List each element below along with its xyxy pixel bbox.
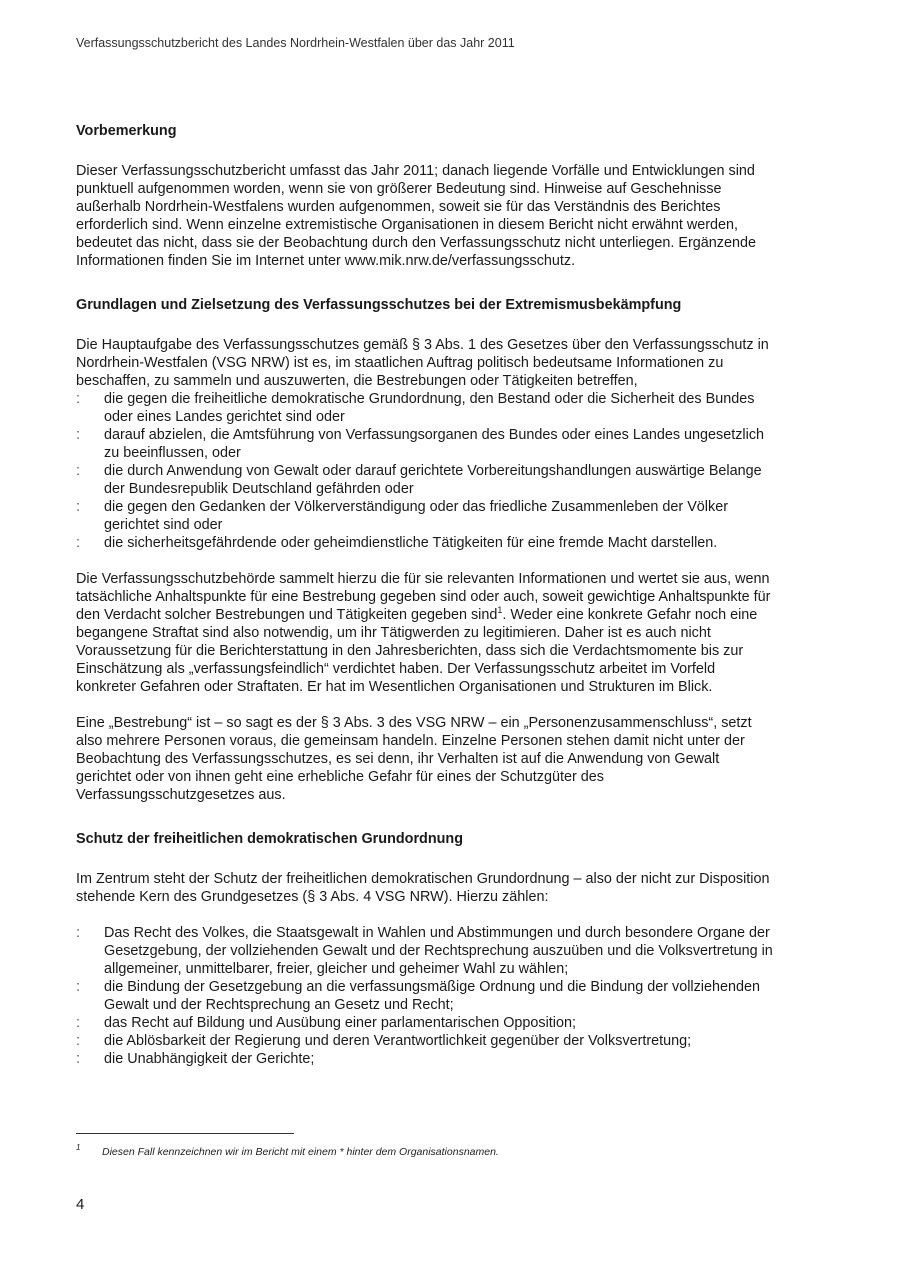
list-item-text: die sicherheitsgefährdende oder geheimdienstliche Tätigkeiten für eine fremde Macht darstellen. <box>104 535 718 551</box>
footnote-number: 1 <box>76 1143 81 1152</box>
list-item-text: die gegen den Gedanken der Völkerverständigung oder das friedliche Zusammenleben der Völker gerichtet sind oder <box>104 499 728 533</box>
bullet-marker: : <box>76 427 80 443</box>
list-item-text: die Ablösbarkeit der Regierung und deren Verantwortlichkeit gegenüber der Volksvertretung; <box>104 1033 692 1049</box>
paragraph-text: Die Verfassungsschutzbehörde sammelt hierzu die für sie relevanten Informationen und wertet sie aus, wenn tatsächliche Anhaltspunkte für eine Bestrebung gegeben sind oder auch, soweit gewichtige Anhaltspunkte für den Verdacht solcher Bestrebungen und Tätigkeiten gegeben sind <box>76 571 771 623</box>
paragraph-vorbemerkung: Dieser Verfassungsschutzbericht umfasst das Jahr 2011; danach liegende Vorfälle und Entwicklungen sind punktuell aufgenommen worden, wenn sie von größerer Bedeutung sind. Hinweise auf Geschehnisse außerhalb Nordrhein-Westfalens wurden aufgenommen, soweit sie für das Verständnis des Berichtes erforderlich sind. Wenn einzelne extremistische Organisationen in diesem Bericht nicht erwähnt werden, bedeutet das nicht, dass sie der Beobachtung durch den Verfassungsschutz nicht unterliegen. Ergänzende Informationen finden Sie im Internet unter www.mik.nrw.de/verfassungsschutz. <box>76 163 757 269</box>
bullet-marker: : <box>76 535 80 551</box>
section-heading-vorbemerkung: Vorbemerkung <box>76 123 177 139</box>
list-item <box>76 426 776 462</box>
list-item-text: das Recht auf Bildung und Ausübung einer parlamentarischen Opposition; <box>104 1015 577 1031</box>
section-heading-schutz: Schutz der freiheitlichen demokratischen Grundordnung <box>76 831 463 847</box>
paragraph-text: . Weder eine konkrete Gefahr noch eine begangene Straftat sind also notwendig, um ihr Tätigwerden zu legitimieren. Daher ist es auch nicht Voraussetzung für die Berichterstattung in den Jahresberichten, dass sich die Verdachtsmomente bis zur Einschätzung als „verfassungsfeindlich“ verdichtet haben. Der Verfassungsschutz arbeitet im Vorfeld konkreter Gefahren oder Straftaten. Er hat im Wesentlichen Organisationen und Strukturen im Blick. <box>76 607 758 695</box>
list-item <box>76 1032 776 1050</box>
list-item <box>76 390 776 426</box>
list-item <box>76 1050 776 1068</box>
bullet-marker: : <box>76 391 80 407</box>
bullet-marker: : <box>76 1051 80 1067</box>
paragraph-grundlagen-2 <box>76 570 776 696</box>
section-heading-grundlagen: Grundlagen und Zielsetzung des Verfassungsschutzes bei der Extremismusbekämpfung <box>76 297 682 313</box>
bullet-marker: : <box>76 499 80 515</box>
bullet-marker: : <box>76 979 80 995</box>
bullet-marker: : <box>76 1015 80 1031</box>
paragraph-schutz-intro: Im Zentrum steht der Schutz der freiheitlichen demokratischen Grundordnung – also der nicht zur Disposition stehende Kern des Grundgesetzes (§ 3 Abs. 4 VSG NRW). Hierzu zählen: <box>76 871 770 905</box>
bullet-marker: : <box>76 1033 80 1049</box>
list-item-text: die durch Anwendung von Gewalt oder darauf gerichtete Vorbereitungshandlungen auswärtige Belange der Bundesrepublik Deutschland gefährden oder <box>104 463 762 497</box>
list-item-text: die Unabhängigkeit der Gerichte; <box>104 1051 315 1067</box>
footnote-reference: 1 <box>497 605 503 616</box>
list-item <box>76 978 776 1014</box>
bullet-marker: : <box>76 925 80 941</box>
list-item-text: die gegen die freiheitliche demokratische Grundordnung, den Bestand oder die Sicherheit des Bundes oder eines Landes gerichtet sind oder <box>104 391 755 425</box>
list-item <box>76 498 776 534</box>
list-item-text: die Bindung der Gesetzgebung an die verfassungsmäßige Ordnung und die Bindung der vollziehenden Gewalt und der Rechtsprechung an Gesetz und Recht; <box>104 979 761 1013</box>
list-item <box>76 462 776 498</box>
page-number: 4 <box>76 1196 85 1213</box>
list-item-text: Das Recht des Volkes, die Staatsgewalt in Wahlen und Abstimmungen und durch besondere Organe der Gesetzgebung, der vollziehenden Gewalt und der Rechtsprechung auszuüben und die Volksvertretung in allgemeiner, unmittelbarer, freier, gleicher und geheimer Wahl zu wählen; <box>104 925 773 977</box>
list-item-text: darauf abzielen, die Amtsführung von Verfassungsorganen des Bundes oder eines Landes ungesetzlich zu beeinflussen, oder <box>104 427 765 461</box>
list-item <box>76 1014 776 1032</box>
running-header: Verfassungsschutzbericht des Landes Nordrhein-Westfalen über das Jahr 2011 <box>76 36 515 50</box>
paragraph-grundlagen-3: Eine „Bestrebung“ ist – so sagt es der § 3 Abs. 3 des VSG NRW – ein „Personenzusammenschluss“, setzt also mehrere Personen voraus, die gemeinsam handeln. Einzelne Personen stehen damit nicht unter der Beobachtung des Verfassungsschutzes, es sei denn, ihr Verhalten ist auf die Anwendung von Gewalt gerichtet oder von ihnen geht eine erhebliche Gefahr für eines der Schutzgüter des Verfassungsschutzgesetzes aus. <box>76 715 752 803</box>
paragraph-grundlagen-intro: Die Hauptaufgabe des Verfassungsschutzes gemäß § 3 Abs. 1 des Gesetzes über den Verfassungsschutz in Nordrhein-Westfalen (VSG NRW) ist es, im staatlichen Auftrag politisch bedeutsame Informationen zu beschaffen, zu sammeln und auszuwerten, die Bestrebungen oder Tätigkeiten betreffen, <box>76 337 769 389</box>
list-item <box>76 534 776 552</box>
list-schutz <box>76 924 776 1068</box>
footnote-text: Diesen Fall kennzeichnen wir im Bericht mit einem * hinter dem Organisationsnamen. <box>102 1146 499 1158</box>
page-content <box>76 122 776 1068</box>
bullet-marker: : <box>76 463 80 479</box>
footnote-divider <box>76 1133 294 1134</box>
list-item <box>76 924 776 978</box>
list-grundlagen <box>76 390 776 552</box>
